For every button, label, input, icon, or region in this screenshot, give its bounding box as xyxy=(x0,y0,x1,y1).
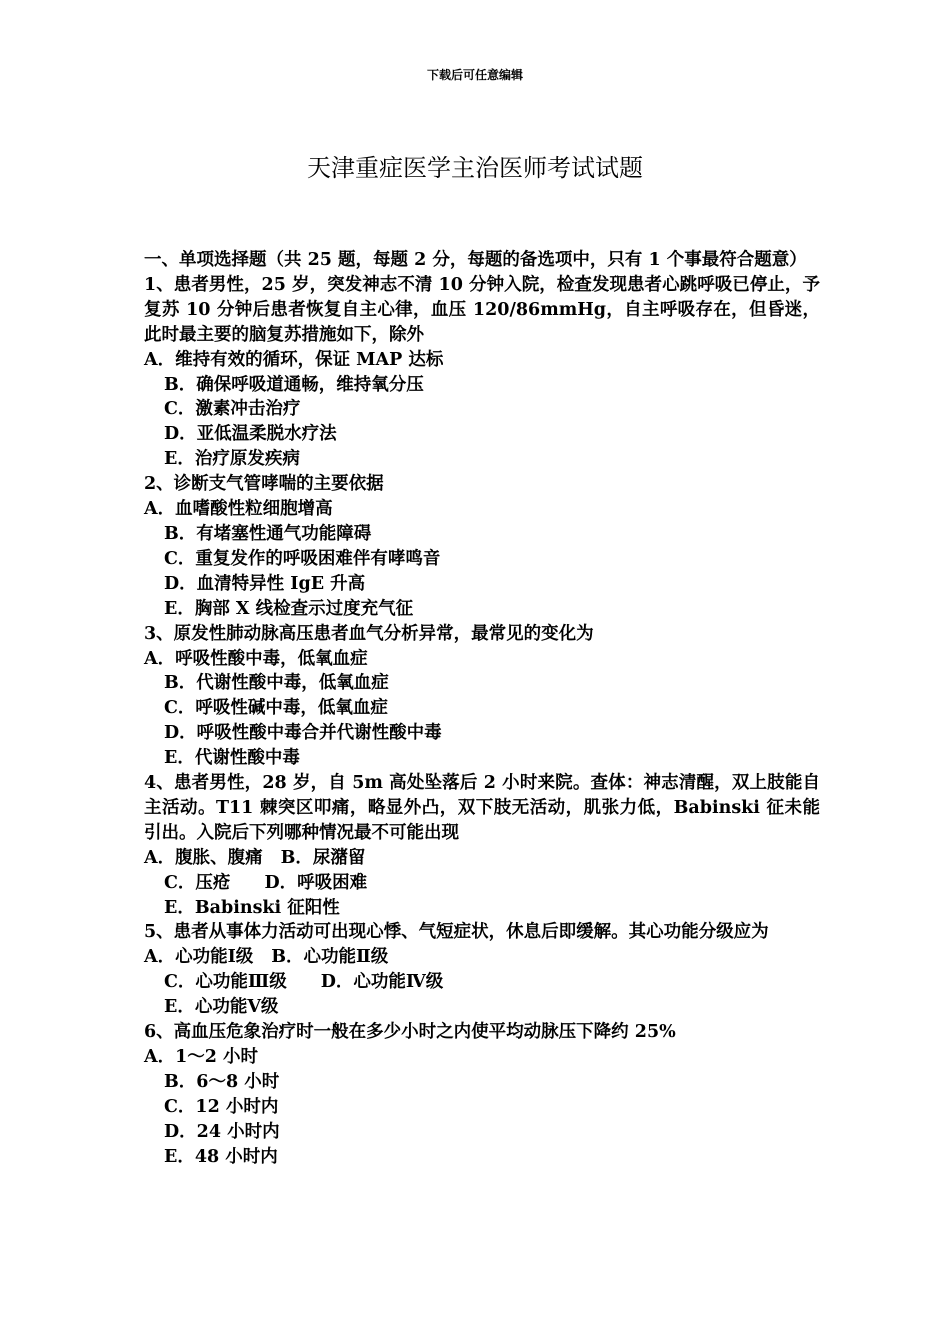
document-title: 天津重症医学主治医师考试试题 xyxy=(307,154,643,182)
option-row-ab xyxy=(144,945,820,970)
option-c: C．呼吸性碱中毒，低氧血症 xyxy=(164,698,388,719)
option-c: C．心功能Ⅲ级 xyxy=(164,972,287,993)
option-d: D．心功能Ⅳ级 xyxy=(320,972,444,993)
option-e: E．代谢性酸中毒 xyxy=(164,748,300,769)
option-d: D．呼吸困难 xyxy=(264,872,368,893)
section-heading: 一、单项选择题（共 25 题，每题 2 分，每题的备选项中，只有 1 个事最符合题意） xyxy=(144,250,807,270)
option-e: E．Babinski 征阳性 xyxy=(164,897,340,918)
option-a: A．维持有效的循环，保证 MAP 达标 xyxy=(144,349,444,370)
option-e: E．48 小时内 xyxy=(164,1146,278,1167)
option-c: C．重复发作的呼吸困难伴有哮鸣音 xyxy=(164,548,441,569)
question-1 xyxy=(144,273,820,472)
option-row-cd xyxy=(144,871,820,896)
question-stem: 3、原发性肺动脉高压患者血气分析异常，最常见的变化为 xyxy=(144,623,594,644)
option-a: A．1～2 小时 xyxy=(144,1047,259,1067)
option-c: C．压疮 xyxy=(164,872,231,893)
question-5 xyxy=(144,920,820,1020)
exam-content xyxy=(144,248,820,1170)
option-c: C．12 小时内 xyxy=(164,1096,279,1117)
question-stem: 1、患者男性，25 岁，突发神志不清 10 分钟入院，检查发现患者心跳呼吸已停止，予复苏 10 分钟后患者恢复自主心律，血压 120/86mmHg，自主呼吸存在，但昏迷，此时最主要的脑复苏措施如下，除外 xyxy=(144,274,820,345)
option-a: A．心功能Ⅰ级 xyxy=(144,947,254,968)
question-4 xyxy=(144,771,820,920)
option-b: B．确保呼吸道通畅，维持氧分压 xyxy=(164,374,424,395)
option-d: D．血清特异性 IgE 升高 xyxy=(164,573,366,594)
option-e: E．心功能Ⅴ级 xyxy=(164,997,279,1018)
option-b: B．心功能Ⅱ级 xyxy=(271,947,389,968)
option-c: C．激素冲击治疗 xyxy=(164,399,301,420)
question-6 xyxy=(144,1020,820,1169)
download-edit-note: 下载后可任意编辑 xyxy=(426,68,523,82)
question-stem: 5、患者从事体力活动可出现心悸、气短症状，休息后即缓解。其心功能分级应为 xyxy=(144,922,769,943)
option-e: E．胸部 X 线检查示过度充气征 xyxy=(164,598,414,619)
option-row-ab xyxy=(144,846,820,871)
question-stem: 2、诊断支气管哮喘的主要依据 xyxy=(144,474,384,495)
option-d: D．呼吸性酸中毒合并代谢性酸中毒 xyxy=(164,723,442,744)
option-a: A．呼吸性酸中毒，低氧血症 xyxy=(144,648,368,669)
question-2 xyxy=(144,472,820,621)
option-b: B．代谢性酸中毒，低氧血症 xyxy=(164,673,389,694)
question-stem: 4、患者男性，28 岁，自 5m 高处坠落后 2 小时来院。查体：神志清醒，双上肢能自主活动。T11 棘突区叩痛，略显外凸，双下肢无活动，肌张力低，Babinski 征未能引出。入院后下列哪种情况最不可能出现 xyxy=(144,773,820,843)
option-b: B．尿潴留 xyxy=(280,847,366,868)
option-d: D．亚低温柔脱水疗法 xyxy=(164,424,337,445)
option-d: D．24 小时内 xyxy=(164,1121,280,1142)
option-b: B．有堵塞性通气功能障碍 xyxy=(164,523,372,544)
option-row-cd xyxy=(144,970,820,995)
question-stem: 6、高血压危象治疗时一般在多少小时之内使平均动脉压下降约 25% xyxy=(144,1022,676,1043)
option-e: E．治疗原发疾病 xyxy=(164,449,300,470)
question-3 xyxy=(144,622,820,771)
option-a: A．腹胀、腹痛 xyxy=(144,847,263,868)
option-a: A．血嗜酸性粒细胞增高 xyxy=(144,499,333,520)
option-b: B．6～8 小时 xyxy=(164,1071,280,1092)
